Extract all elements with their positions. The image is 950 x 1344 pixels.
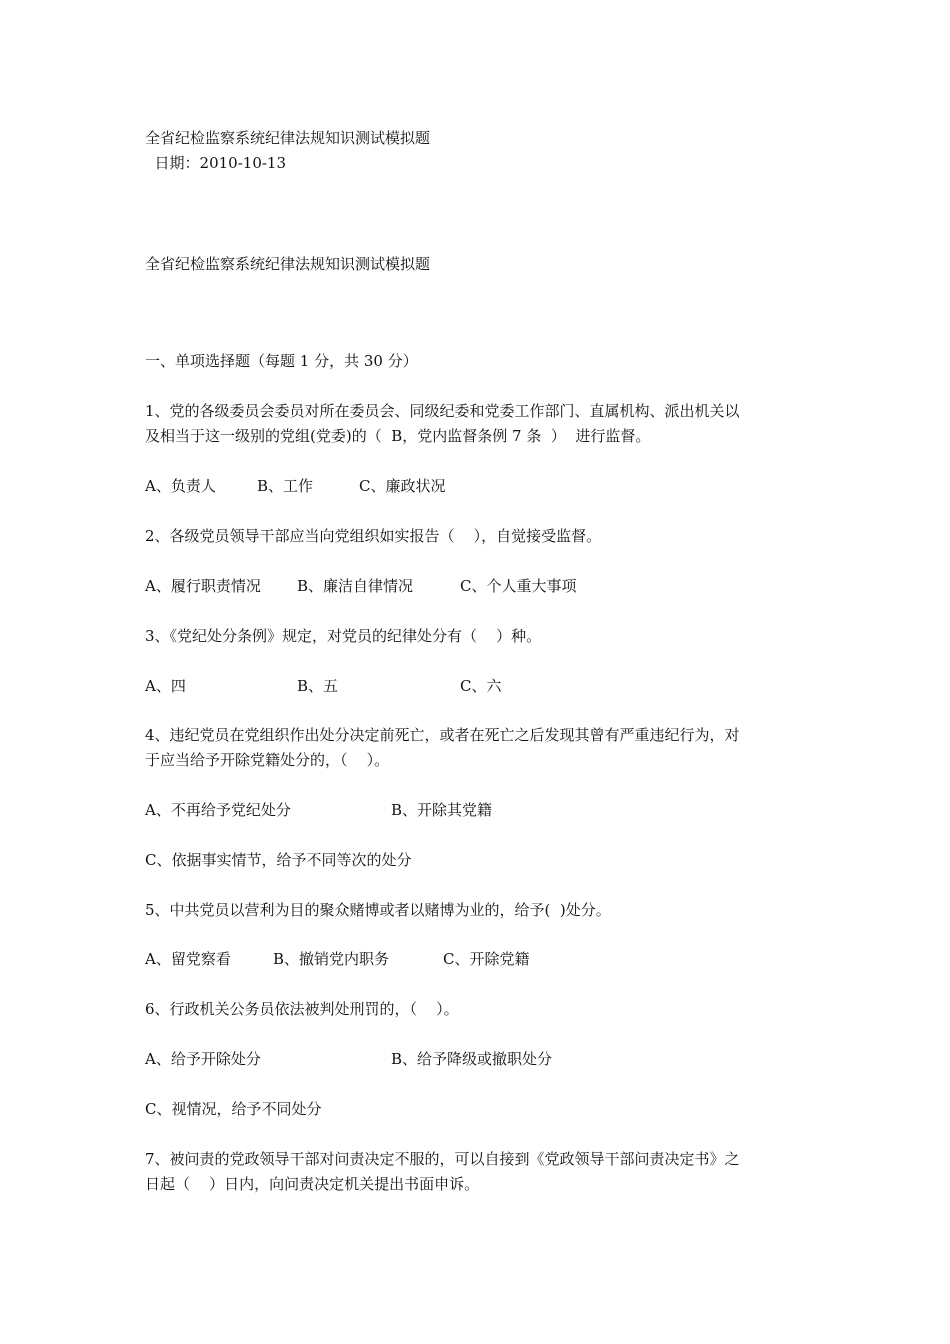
question-1-option-b: B、工作 bbox=[257, 477, 314, 495]
question-6-option-a: A、给予开除处分 bbox=[145, 1050, 261, 1068]
question-7-line-1: 7、被问责的党政领导干部对问责决定不服的，可以自接到《党政领导干部问责决定书》之 bbox=[145, 1150, 740, 1168]
question-2-option-b: B、廉洁自律情况 bbox=[297, 577, 414, 595]
question-1-option-a: A、负责人 bbox=[145, 477, 216, 495]
header-title: 全省纪检监察系统纪律法规知识测试模拟题 bbox=[145, 129, 431, 147]
question-1-line-2: 及相当于这一级别的党组(党委)的（ B，党内监督条例 7 条 ） 进行监督。 bbox=[145, 427, 651, 445]
question-2-option-c: C、个人重大事项 bbox=[460, 577, 577, 595]
question-4-option-c: C、依据事实情节，给予不同等次的处分 bbox=[145, 851, 412, 869]
question-3-line-1: 3、《党纪处分条例》规定，对党员的纪律处分有（ ）种。 bbox=[145, 627, 542, 645]
question-3-option-a: A、四 bbox=[145, 677, 186, 695]
question-1-option-c: C、廉政状况 bbox=[359, 477, 446, 495]
question-4-line-1: 4、违纪党员在党组织作出处分决定前死亡，或者在死亡之后发现其曾有严重违纪行为，对 bbox=[145, 726, 740, 744]
question-7-line-2: 日起（ ）日内，向问责决定机关提出书面申诉。 bbox=[145, 1175, 480, 1193]
question-3-option-b: B、五 bbox=[297, 677, 339, 695]
question-5-option-b: B、撤销党内职务 bbox=[273, 950, 390, 968]
question-6-line-1: 6、行政机关公务员依法被判处刑罚的，（ ）。 bbox=[145, 1000, 459, 1018]
question-3-option-c: C、六 bbox=[460, 677, 502, 695]
document-title: 全省纪检监察系统纪律法规知识测试模拟题 bbox=[145, 255, 431, 273]
question-5-line-1: 5、中共党员以营利为目的聚众赌博或者以赌博为业的，给予( )处分。 bbox=[145, 901, 611, 919]
question-4-option-a: A、不再给予党纪处分 bbox=[145, 801, 291, 819]
question-2-line-1: 2、各级党员领导干部应当向党组织如实报告（ ），自觉接受监督。 bbox=[145, 527, 602, 545]
question-5-option-c: C、开除党籍 bbox=[443, 950, 530, 968]
section-heading: 一、单项选择题（每题 1 分，共 30 分） bbox=[145, 352, 418, 370]
question-2-option-a: A、履行职责情况 bbox=[145, 577, 261, 595]
question-6-option-b: B、给予降级或撤职处分 bbox=[391, 1050, 553, 1068]
question-4-line-2: 于应当给予开除党籍处分的，（ ）。 bbox=[145, 751, 390, 769]
question-5-option-a: A、留党察看 bbox=[145, 950, 231, 968]
question-4-option-b: B、开除其党籍 bbox=[391, 801, 493, 819]
question-1-line-1: 1、党的各级委员会委员对所在委员会、同级纪委和党委工作部门、直属机构、派出机关以 bbox=[145, 402, 740, 420]
question-6-option-c: C、视情况，给予不同处分 bbox=[145, 1100, 322, 1118]
header-date: 日期：2010-10-13 bbox=[145, 154, 287, 172]
